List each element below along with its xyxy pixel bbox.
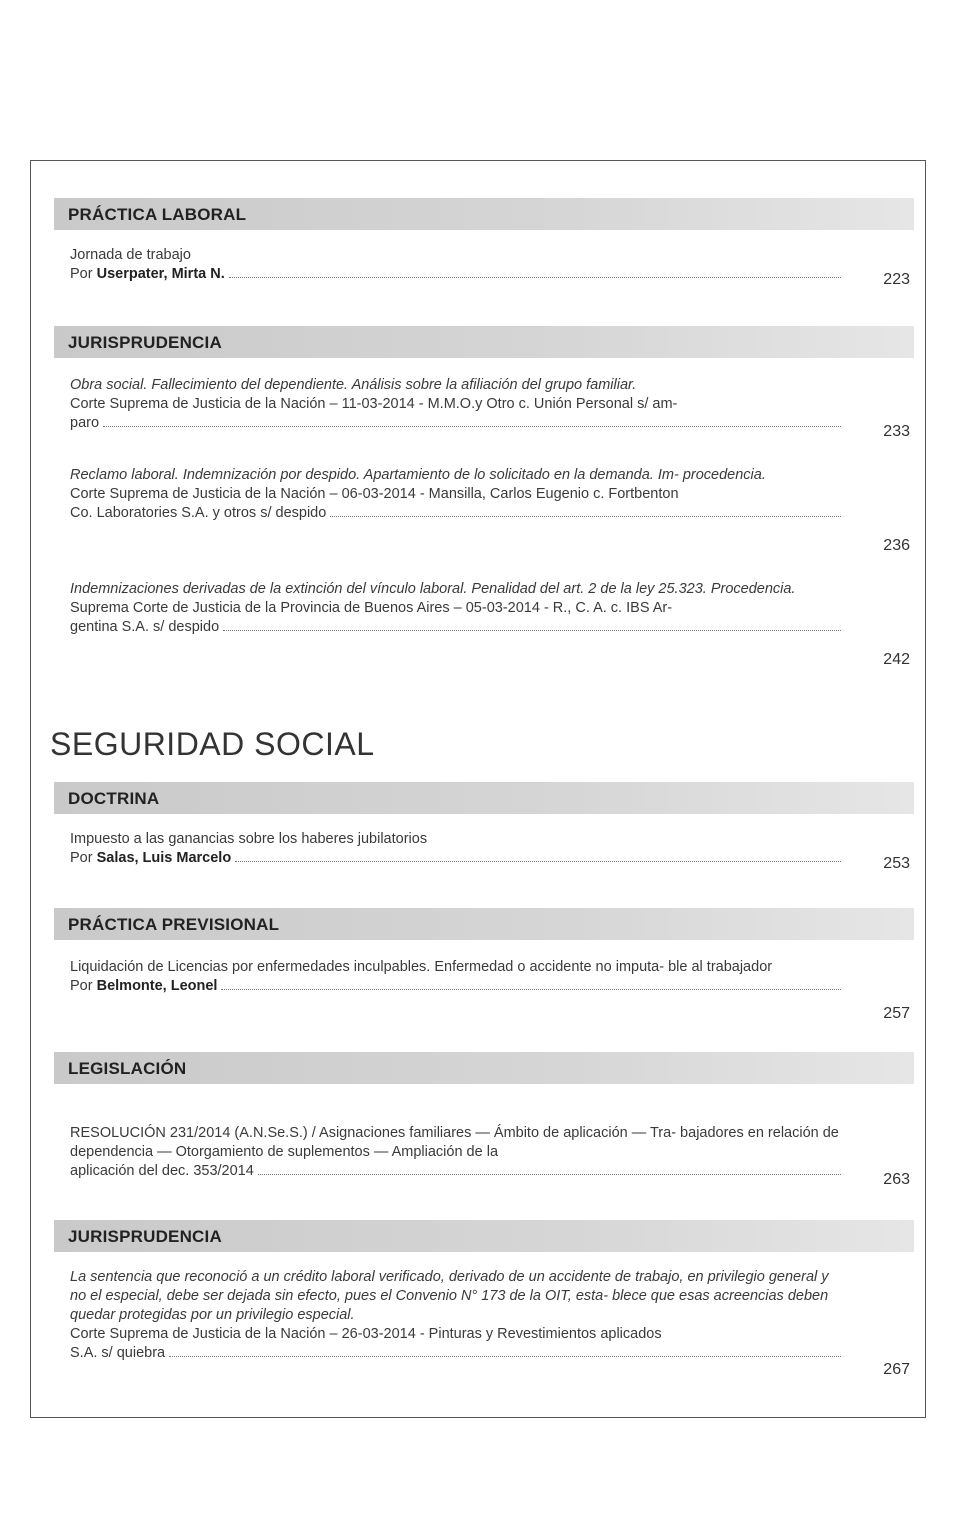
page-number: 257 [883,1005,910,1022]
dot-leader [103,426,841,427]
section-label: PRÁCTICA PREVISIONAL [68,915,280,934]
entry-title: Indemnizaciones derivadas de la extinción del vínculo laboral. Penalidad del art. 2 de la ley 25.323. Procedencia. [70,581,796,597]
section-header-doctrina [54,782,914,814]
dot-leader [229,277,841,278]
dot-leader [169,1356,841,1357]
toc-entry[interactable] [70,246,910,288]
entry-court-cont: Co. Laboratories S.A. y otros s/ despido [70,505,327,521]
entry-title: Obra social. Fallecimiento del dependiente. Análisis sobre la afiliación del grupo familiar. [70,377,637,393]
toc-entry[interactable] [70,466,910,554]
entry-title: Impuesto a las ganancias sobre los haberes jubilatorios [70,831,428,847]
section-header-jurisprudencia [54,326,914,358]
entry-title: Reclamo laboral. Indemnización por despido. Apartamiento de lo solicitado en la demanda. Im- procedencia. [70,467,766,483]
toc-entry[interactable] [70,830,910,872]
entry-court-cont: paro [70,415,100,431]
section-label: LEGISLACIÓN [68,1059,187,1078]
section-title: SEGURIDAD SOCIAL [50,726,375,762]
entry-court-cont: gentina S.A. s/ despido [70,619,220,635]
entry-author: Belmonte, Leonel [96,978,218,994]
page-number: 233 [883,423,910,440]
page-number: 267 [883,1361,910,1378]
entry-title: La sentencia que reconoció a un crédito laboral verificado, derivado de un accidente de trabajo, en privilegio general y no el especial, debe ser dejada sin efecto, pues el Convenio N° 173 de la OIT, esta- blece que esas acreencias deben quedar protegidas por un privilegio especial. [70,1269,829,1323]
entry-author: Salas, Luis Marcelo [96,850,232,866]
section-header-practica-laboral [54,198,914,230]
dot-leader [223,630,841,631]
section-label: DOCTRINA [68,789,160,808]
entry-by: Por [70,266,93,282]
section-header-legislacion [54,1052,914,1084]
toc-entry[interactable] [70,1268,910,1378]
entry-title: Liquidación de Licencias por enfermedades inculpables. Enfermedad o accidente no imputa- ble al trabajador [70,959,773,975]
entry-court: Corte Suprema de Justicia de la Nación – 11-03-2014 - M.M.O.y Otro c. Unión Personal s/ am- [70,396,678,412]
toc-entry[interactable] [70,1124,910,1188]
entry-by: Por [70,978,93,994]
section-header-jurisprudencia [54,1220,914,1252]
entry-title: Jornada de trabajo [70,247,191,263]
entry-by: Por [70,850,93,866]
dot-leader [221,989,841,990]
entry-author: Userpater, Mirta N. [96,266,225,282]
page-number: 253 [883,855,910,872]
dot-leader [235,861,841,862]
page-number: 242 [883,651,910,668]
toc-entry[interactable] [70,958,910,1022]
entry-court: Suprema Corte de Justicia de la Provincia de Buenos Aires – 05-03-2014 - R., C. A. c. IBS Ar- [70,600,673,616]
entry-text: RESOLUCIÓN 231/2014 (A.N.Se.S.) / Asignaciones familiares — Ámbito de aplicación — Tra- bajadores en relación de dependencia — Otorgamiento de suplementos — Ampliación de la [70,1125,839,1160]
section-label: JURISPRUDENCIA [68,333,222,352]
entry-court: Corte Suprema de Justicia de la Nación – 26-03-2014 - Pinturas y Revestimientos aplicados [70,1326,662,1342]
page-number: 223 [883,271,910,288]
page-number: 236 [883,537,910,554]
dot-leader [330,516,841,517]
page-number: 263 [883,1171,910,1188]
dot-leader [258,1174,841,1175]
entry-court: Corte Suprema de Justicia de la Nación – 06-03-2014 - Mansilla, Carlos Eugenio c. Fortbenton [70,486,679,502]
entry-court-cont: S.A. s/ quiebra [70,1345,166,1361]
toc-entry[interactable] [70,580,910,668]
toc-entry[interactable] [70,376,910,440]
section-label: PRÁCTICA LABORAL [68,205,247,224]
entry-text-cont: aplicación del dec. 353/2014 [70,1163,254,1179]
section-header-practica-previsional [54,908,914,940]
section-label: JURISPRUDENCIA [68,1227,222,1246]
